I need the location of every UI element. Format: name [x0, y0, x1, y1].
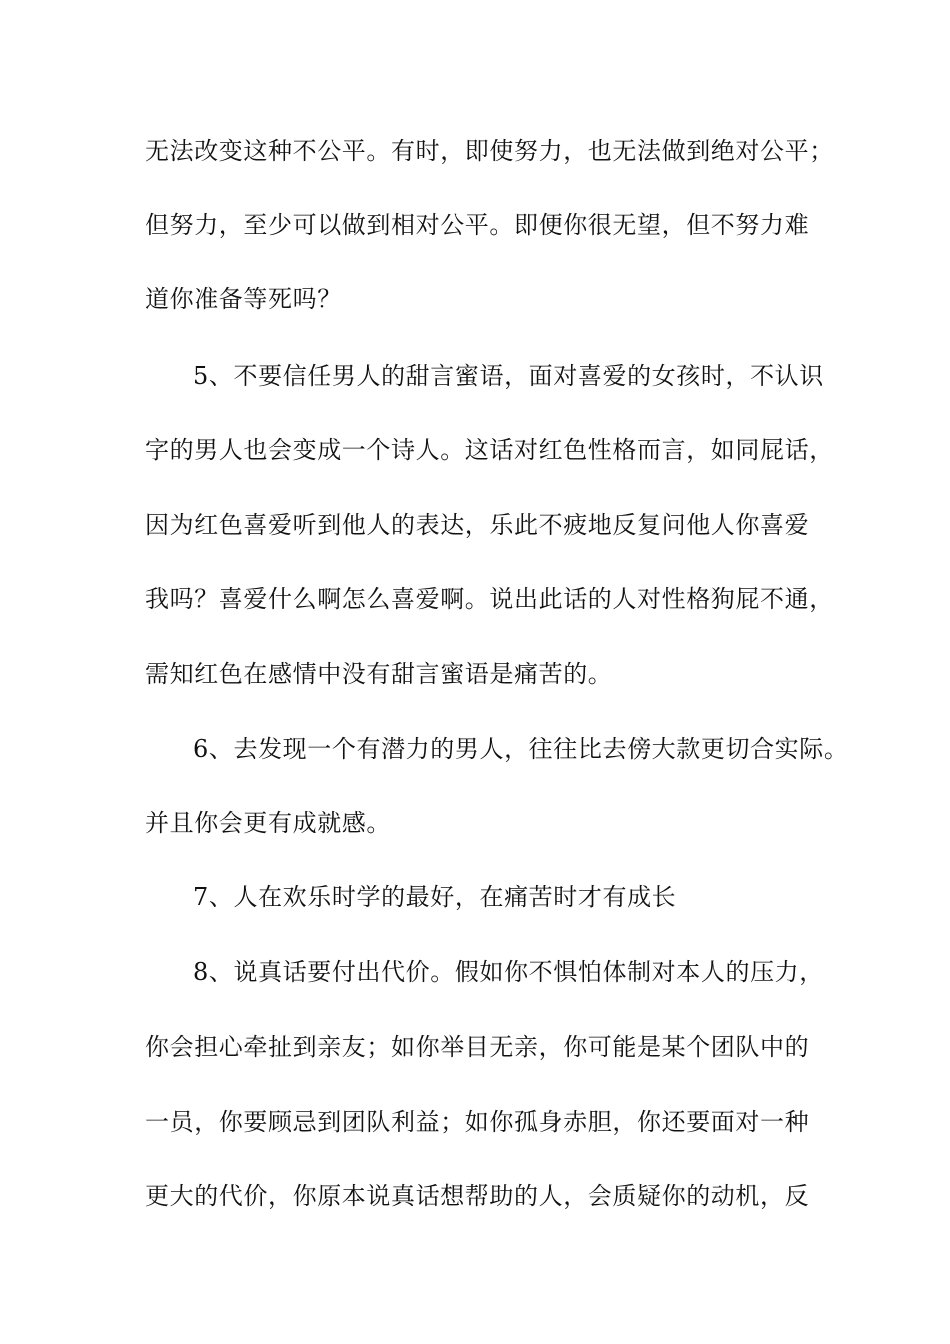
- paragraph-7-first-line: 7、人在欢乐时学的最好，在痛苦时才有成长: [193, 883, 677, 911]
- text-line: 无法改变这种不公平。有时，即使努力，也无法做到绝对公平；: [145, 137, 834, 165]
- text-line: 更大的代价，你原本说真话想帮助的人，会质疑你的动机，反: [145, 1182, 810, 1210]
- paragraph-8-first-line: 8、说真话要付出代价。假如你不惧怕体制对本人的压力，: [193, 958, 824, 986]
- paragraph-6-first-line: 6、去发现一个有潜力的男人，往往比去傍大款更切合实际。: [193, 735, 849, 763]
- text-line: 道你准备等死吗？: [145, 285, 342, 313]
- text-line: 并且你会更有成就感。: [145, 809, 391, 837]
- text-line: 字的男人也会变成一个诗人。这话对红色性格而言，如同屁话，: [145, 436, 834, 464]
- text-line: 你会担心牵扯到亲友；如你举目无亲，你可能是某个团队中的: [145, 1033, 810, 1061]
- text-line: 但努力，至少可以做到相对公平。即便你很无望，但不努力难: [145, 211, 810, 239]
- text-line: 一员，你要顾忌到团队利益；如你孤身赤胆，你还要面对一种: [145, 1108, 810, 1136]
- text-line: 因为红色喜爱听到他人的表达，乐此不疲地反复问他人你喜爱: [145, 511, 810, 539]
- text-line: 需知红色在感情中没有甜言蜜语是痛苦的。: [145, 660, 613, 688]
- text-line: 我吗？喜爱什么啊怎么喜爱啊。说出此话的人对性格狗屁不通，: [145, 585, 834, 613]
- paragraph-5-first-line: 5、不要信任男人的甜言蜜语，面对喜爱的女孩时，不认识: [193, 362, 824, 390]
